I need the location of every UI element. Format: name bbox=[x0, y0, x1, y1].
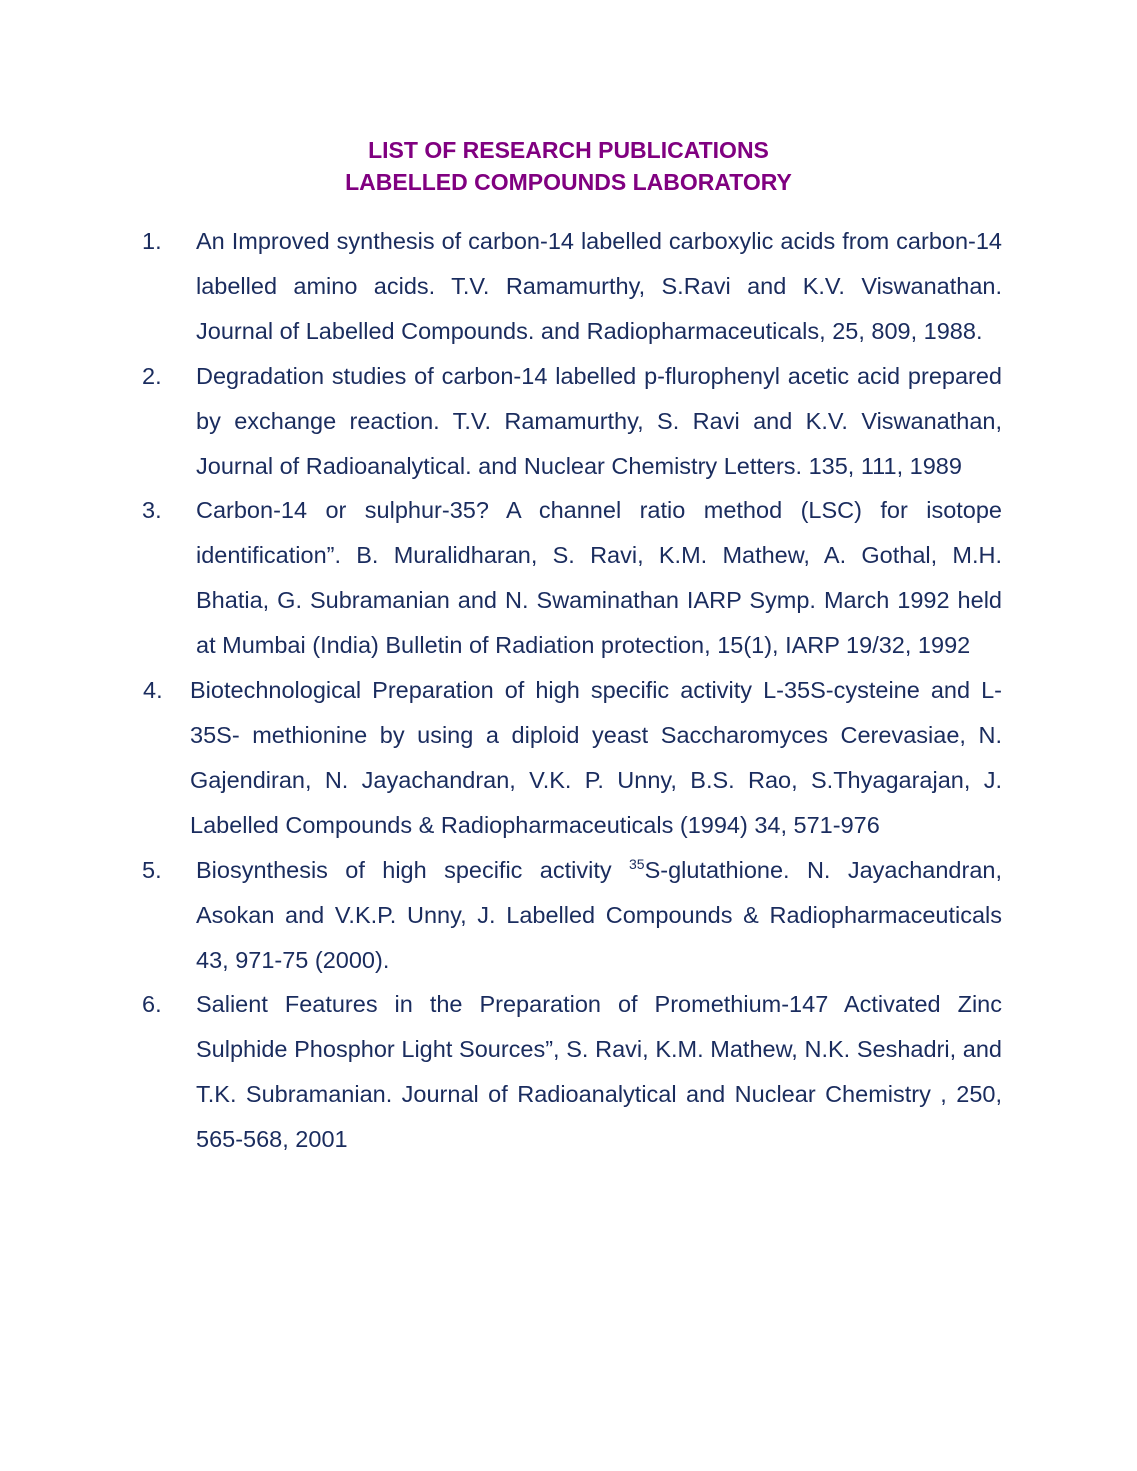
publication-citation: Biotechnological Preparation of high specific activity L-35S-cysteine and L-35S- methionine by using a diploid yeast Saccharomyces Cerevasiae, N. Gajendiran, N. Jayachandran, V.K. P. Unny, B.S. Rao, S.Thyagarajan, J. Labelled Compounds & Radiopharmaceuticals (1994) 34, 571-976 bbox=[190, 677, 1002, 838]
publication-number: 3. bbox=[142, 497, 162, 524]
isotope-superscript: 35 bbox=[628, 855, 645, 872]
publication-number: 5. bbox=[142, 856, 162, 883]
publication-citation: Carbon-14 or sulphur-35? A channel ratio method (LSC) for isotope identification”. B. Muralidharan, S. Ravi, K.M. Mathew, A. Gothal, M.H. Bhatia, G. Subramanian and N. Swaminathan IARP Symp. March 1992 held at Mumbai (India) Bulletin of Radiation protection, 15(1), IARP 19/32, 1992 bbox=[196, 497, 1002, 659]
publication-number: 1. bbox=[142, 228, 162, 254]
publication-list bbox=[0, 219, 1137, 1162]
publication-citation bbox=[196, 848, 1002, 983]
publication-number: 2. bbox=[142, 362, 162, 389]
publication-item bbox=[0, 982, 1137, 1162]
publication-item bbox=[0, 488, 1137, 668]
citation-text-start: Biosynthesis of high specific activity bbox=[196, 856, 629, 883]
publication-item bbox=[0, 354, 1137, 489]
publication-citation: Salient Features in the Preparation of Promethium-147 Activated Zinc Sulphide Phosphor Light Sources”, S. Ravi, K.M. Mathew, N.K. Seshadri, and T.K. Subramanian. Journal of Radioanalytical and Nuclear Chemistry , 250, 565-568, 2001 bbox=[196, 991, 1002, 1153]
page-title: LIST OF RESEARCH PUBLICATIONS bbox=[368, 137, 769, 163]
citation-text-end: S-glutathione. N. Jayachandran, Asokan and V.K.P. Unny, J. Labelled Compounds & Radiopharmaceuticals 43, 971-75 (2000). bbox=[196, 856, 1002, 973]
publication-item bbox=[0, 219, 1137, 354]
publication-item bbox=[0, 848, 1137, 983]
publication-number: 6. bbox=[142, 991, 162, 1018]
document-header bbox=[0, 134, 1137, 198]
publication-number: 4. bbox=[143, 677, 163, 704]
publication-citation: An Improved synthesis of carbon-14 labelled carboxylic acids from carbon-14 labelled amino acids. T.V. Ramamurthy, S.Ravi and K.V. Viswanathan. Journal of Labelled Compounds. and Radiopharmaceuticals, 25, 809, 1988. bbox=[196, 228, 1002, 344]
page-subtitle: LABELLED COMPOUNDS LABORATORY bbox=[345, 169, 792, 195]
publication-item bbox=[0, 668, 1137, 848]
publication-citation: Degradation studies of carbon-14 labelled p-flurophenyl acetic acid prepared by exchange reaction. T.V. Ramamurthy, S. Ravi and K.V. Viswanathan, Journal of Radioanalytical. and Nuclear Chemistry Letters. 135, 111, 1989 bbox=[196, 362, 1002, 479]
